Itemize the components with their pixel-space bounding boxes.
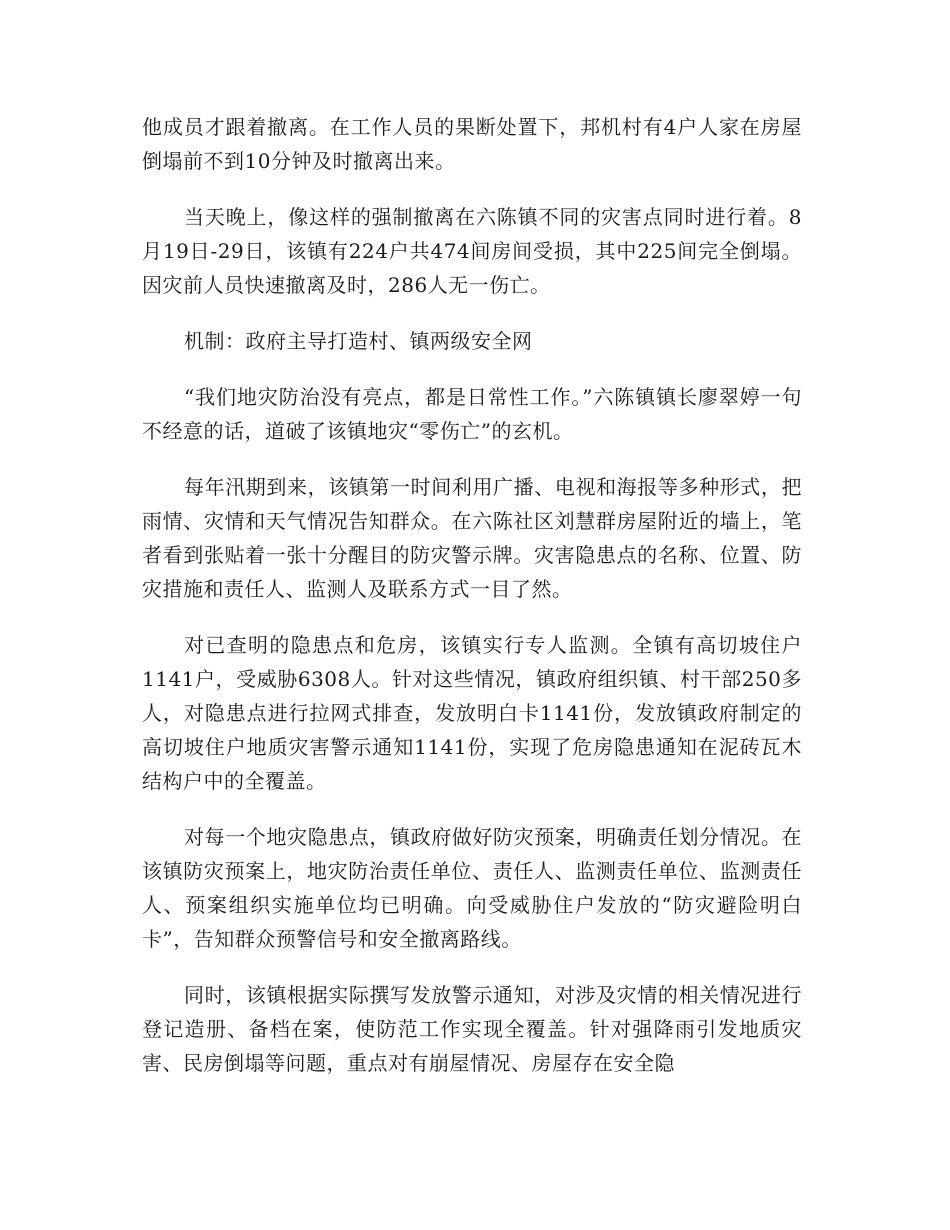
document-page [142,110,802,1102]
paragraph-evacuation-night: 当天晚上，像这样的强制撤离在六陈镇不同的灾害点同时进行着。8月19日-29日，该镇有224户共474间房间受损，其中225间完全倒塌。因灾前人员快速撤离及时，286人无一伤亡。 [142,205,802,297]
section-heading: 机制：政府主导打造村、镇两级安全网 [184,329,533,353]
paragraph-warning-notice: 同时，该镇根据实际撰写发放警示通知，对涉及灾情的相关情况进行登记造册、备档在案，使防范工作实现全覆盖。针对强降雨引发地质灾害、民房倒塌等问题，重点对有崩屋情况、房屋存在安全隐 [142,983,802,1075]
paragraph-disaster-plan: 对每一个地灾隐患点，镇政府做好防灾预案，明确责任划分情况。在该镇防灾预案上，地灾防治责任单位、责任人、监测责任单位、监测责任人、预案组织实施单位均已明确。向受威胁住户发放的“防灾避险明白卡”，告知群众预警信号和安全撤离路线。 [142,825,802,951]
paragraph-flood-season: 每年汛期到来，该镇第一时间利用广播、电视和海报等多种形式，把雨情、灾情和天气情况告知群众。在六陈社区刘慧群房屋附近的墙上，笔者看到张贴着一张十分醒目的防灾警示牌。灾害隐患点的名称、位置、防灾措施和责任人、监测人及联系方式一目了然。 [142,475,802,601]
paragraph-quote: “我们地灾防治没有亮点，都是日常性工作。”六陈镇镇长廖翠婷一句不经意的话，道破了该镇地灾“零伤亡”的玄机。 [142,385,802,443]
paragraph-continuation: 他成员才跟着撤离。在工作人员的果断处置下，邦机村有4户人家在房屋倒塌前不到10分钟及时撤离出来。 [142,115,802,173]
paragraph-monitoring: 对已查明的隐患点和危房，该镇实行专人监测。全镇有高切坡住户1141户，受威胁6308人。针对这些情况，镇政府组织镇、村干部250多人，对隐患点进行拉网式排查，发放明白卡1141份，发放镇政府制定的高切坡住户地质灾害警示通知1141份，实现了危房隐患通知在泥砖瓦木结构户中的全覆盖。 [142,633,802,793]
